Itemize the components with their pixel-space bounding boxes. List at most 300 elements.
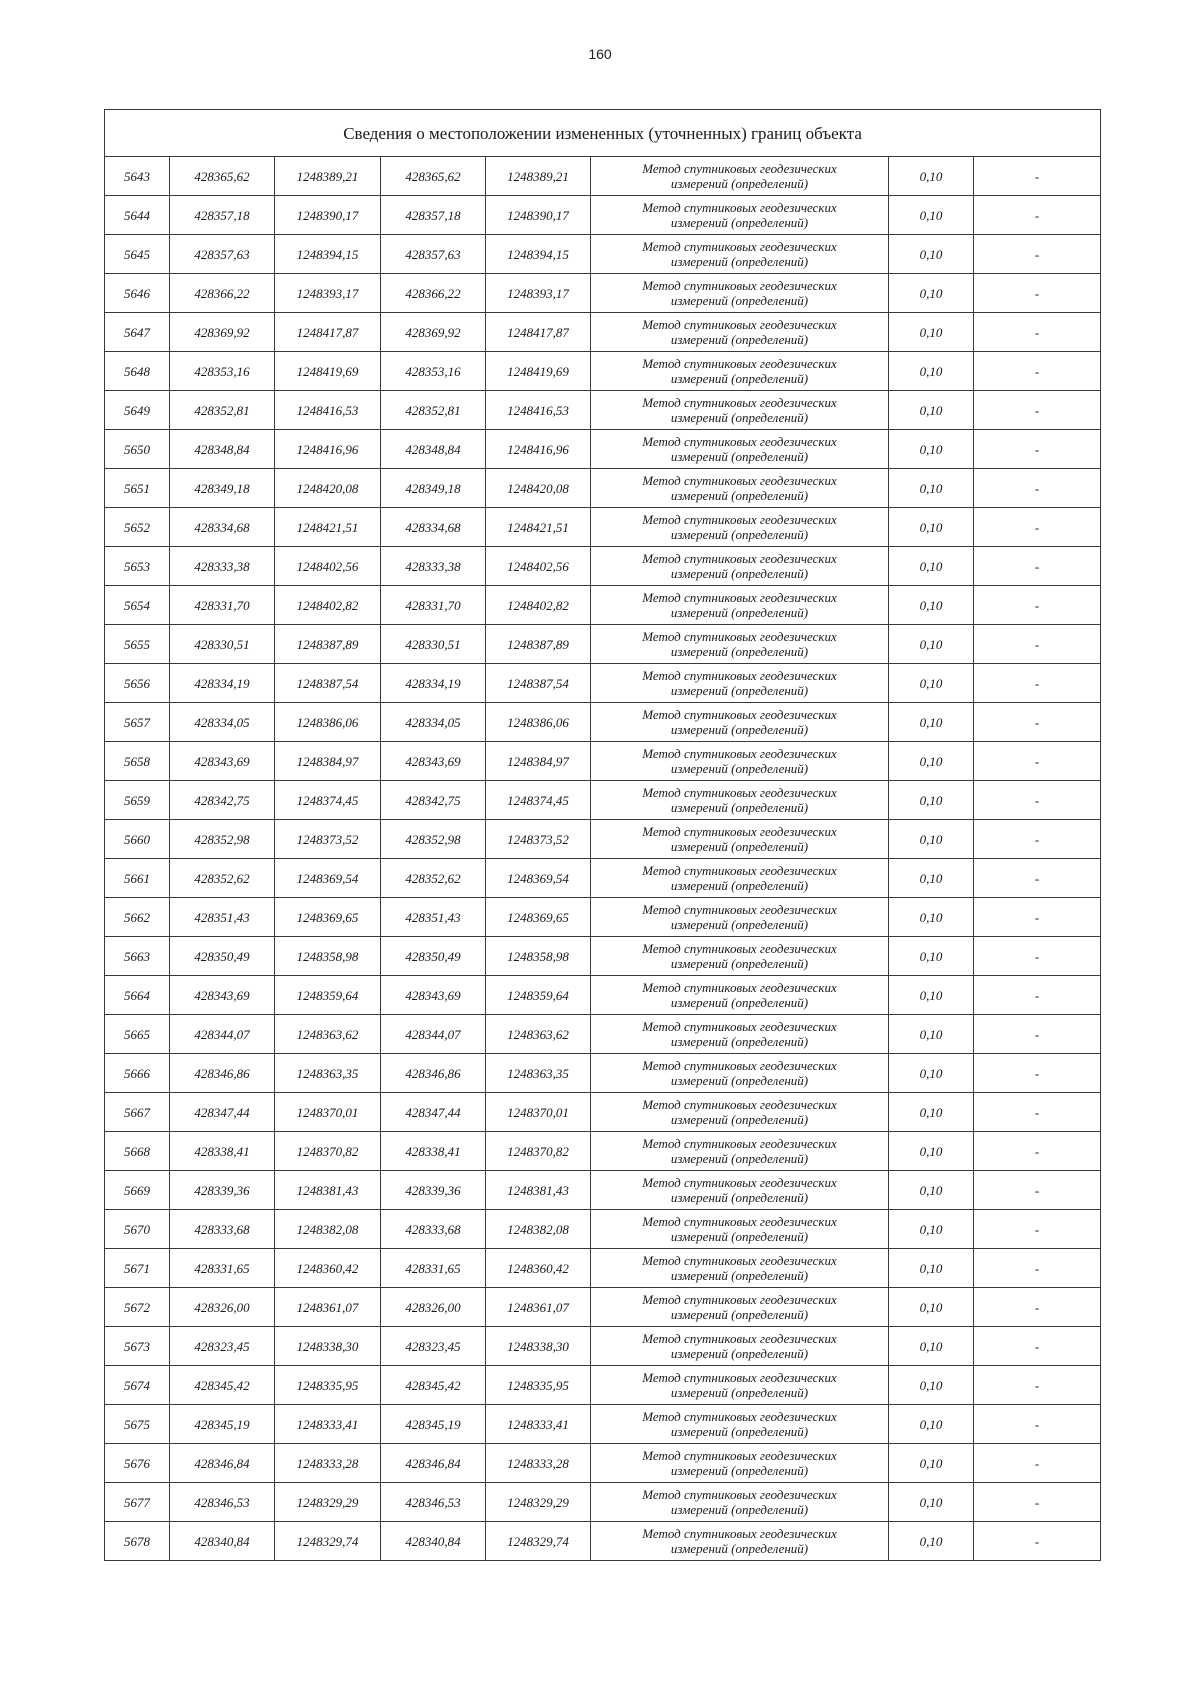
method-line-2: измерений (определений) [670,722,809,737]
x-refined-cell: 428333,68 [381,1210,486,1249]
x-existing-cell: 428334,05 [170,703,275,742]
method-cell [591,391,889,430]
method-cell [591,235,889,274]
method-cell [591,898,889,937]
accuracy-cell: 0,10 [889,703,974,742]
method-cell [591,1054,889,1093]
point-number-cell: 5669 [105,1171,170,1210]
accuracy-cell: 0,10 [889,430,974,469]
x-refined-cell: 428345,19 [381,1405,486,1444]
y-refined-cell: 1248390,17 [486,196,591,235]
accuracy-cell: 0,10 [889,820,974,859]
method-line-2: измерений (определений) [670,1502,809,1517]
note-cell: - [974,508,1101,547]
method-line-2: измерений (определений) [670,527,809,542]
note-cell: - [974,1483,1101,1522]
accuracy-cell: 0,10 [889,898,974,937]
y-existing-cell: 1248381,43 [275,1171,381,1210]
y-existing-cell: 1248416,96 [275,430,381,469]
method-line-2: измерений (определений) [670,683,809,698]
method-line-1: Метод спутниковых геодезических [642,551,837,566]
method-line-1: Метод спутниковых геодезических [642,1487,837,1502]
accuracy-cell: 0,10 [889,1444,974,1483]
x-existing-cell: 428352,81 [170,391,275,430]
note-cell: - [974,235,1101,274]
table-row [105,586,1101,625]
point-number-cell: 5649 [105,391,170,430]
x-existing-cell: 428366,22 [170,274,275,313]
note-cell: - [974,781,1101,820]
x-refined-cell: 428330,51 [381,625,486,664]
point-number-cell: 5658 [105,742,170,781]
x-refined-cell: 428351,43 [381,898,486,937]
x-refined-cell: 428331,65 [381,1249,486,1288]
y-existing-cell: 1248421,51 [275,508,381,547]
method-line-1: Метод спутниковых геодезических [642,590,837,605]
accuracy-cell: 0,10 [889,469,974,508]
y-existing-cell: 1248416,53 [275,391,381,430]
method-line-1: Метод спутниковых геодезических [642,278,837,293]
x-existing-cell: 428343,69 [170,976,275,1015]
y-existing-cell: 1248370,01 [275,1093,381,1132]
method-cell [591,1522,889,1561]
y-refined-cell: 1248363,35 [486,1054,591,1093]
method-cell [591,703,889,742]
method-line-2: измерений (определений) [670,1307,809,1322]
y-existing-cell: 1248335,95 [275,1366,381,1405]
y-refined-cell: 1248369,65 [486,898,591,937]
y-existing-cell: 1248402,82 [275,586,381,625]
accuracy-cell: 0,10 [889,1171,974,1210]
y-existing-cell: 1248329,74 [275,1522,381,1561]
point-number-cell: 5653 [105,547,170,586]
method-line-2: измерений (определений) [670,176,809,191]
x-refined-cell: 428334,19 [381,664,486,703]
y-existing-cell: 1248370,82 [275,1132,381,1171]
accuracy-cell: 0,10 [889,313,974,352]
table-row [105,937,1101,976]
x-refined-cell: 428333,38 [381,547,486,586]
x-refined-cell: 428352,62 [381,859,486,898]
accuracy-cell: 0,10 [889,625,974,664]
table-row [105,898,1101,937]
x-existing-cell: 428352,62 [170,859,275,898]
accuracy-cell: 0,10 [889,391,974,430]
method-line-2: измерений (определений) [670,995,809,1010]
method-line-2: измерений (определений) [670,410,809,425]
note-cell: - [974,937,1101,976]
point-number-cell: 5655 [105,625,170,664]
y-existing-cell: 1248387,54 [275,664,381,703]
y-refined-cell: 1248389,21 [486,157,591,196]
x-existing-cell: 428350,49 [170,937,275,976]
table-row [105,703,1101,742]
x-existing-cell: 428346,84 [170,1444,275,1483]
method-line-1: Метод спутниковых геодезических [642,1175,837,1190]
table-row [105,352,1101,391]
method-line-2: измерений (определений) [670,1541,809,1556]
x-existing-cell: 428369,92 [170,313,275,352]
note-cell: - [974,1288,1101,1327]
table-row [105,430,1101,469]
method-line-2: измерений (определений) [670,254,809,269]
y-refined-cell: 1248402,56 [486,547,591,586]
x-refined-cell: 428339,36 [381,1171,486,1210]
point-number-cell: 5665 [105,1015,170,1054]
table-header-row [105,110,1101,157]
x-refined-cell: 428326,00 [381,1288,486,1327]
method-line-2: измерений (определений) [670,956,809,971]
table-title: Сведения о местоположении измененных (уточненных) границ объекта [105,110,1101,157]
method-line-2: измерений (определений) [670,644,809,659]
y-existing-cell: 1248393,17 [275,274,381,313]
y-existing-cell: 1248361,07 [275,1288,381,1327]
method-line-2: измерений (определений) [670,1463,809,1478]
note-cell: - [974,1015,1101,1054]
point-number-cell: 5657 [105,703,170,742]
method-line-1: Метод спутниковых геодезических [642,707,837,722]
method-cell [591,469,889,508]
method-line-1: Метод спутниковых геодезических [642,512,837,527]
y-refined-cell: 1248386,06 [486,703,591,742]
note-cell: - [974,625,1101,664]
x-existing-cell: 428340,84 [170,1522,275,1561]
note-cell: - [974,547,1101,586]
y-refined-cell: 1248329,74 [486,1522,591,1561]
x-refined-cell: 428323,45 [381,1327,486,1366]
table-row [105,196,1101,235]
method-cell [591,781,889,820]
method-line-2: измерений (определений) [670,1229,809,1244]
y-existing-cell: 1248394,15 [275,235,381,274]
y-existing-cell: 1248374,45 [275,781,381,820]
point-number-cell: 5659 [105,781,170,820]
note-cell: - [974,1249,1101,1288]
accuracy-cell: 0,10 [889,235,974,274]
x-refined-cell: 428349,18 [381,469,486,508]
x-existing-cell: 428352,98 [170,820,275,859]
method-line-1: Метод спутниковых геодезических [642,941,837,956]
note-cell: - [974,157,1101,196]
method-line-1: Метод спутниковых геодезических [642,1448,837,1463]
method-line-1: Метод спутниковых геодезических [642,1136,837,1151]
x-refined-cell: 428350,49 [381,937,486,976]
method-cell [591,508,889,547]
method-line-2: измерений (определений) [670,566,809,581]
method-line-1: Метод спутниковых геодезических [642,1526,837,1541]
y-refined-cell: 1248363,62 [486,1015,591,1054]
table-row [105,976,1101,1015]
method-cell [591,586,889,625]
method-cell [591,937,889,976]
point-number-cell: 5648 [105,352,170,391]
table-row [105,664,1101,703]
x-existing-cell: 428347,44 [170,1093,275,1132]
note-cell: - [974,469,1101,508]
note-cell: - [974,703,1101,742]
method-line-1: Метод спутниковых геодезических [642,200,837,215]
table-row [105,1093,1101,1132]
accuracy-cell: 0,10 [889,1405,974,1444]
note-cell: - [974,586,1101,625]
note-cell: - [974,820,1101,859]
x-refined-cell: 428346,84 [381,1444,486,1483]
y-refined-cell: 1248360,42 [486,1249,591,1288]
accuracy-cell: 0,10 [889,976,974,1015]
y-refined-cell: 1248393,17 [486,274,591,313]
accuracy-cell: 0,10 [889,781,974,820]
x-refined-cell: 428345,42 [381,1366,486,1405]
method-line-2: измерений (определений) [670,1034,809,1049]
note-cell: - [974,1210,1101,1249]
point-number-cell: 5661 [105,859,170,898]
accuracy-cell: 0,10 [889,937,974,976]
x-refined-cell: 428344,07 [381,1015,486,1054]
table-row [105,1054,1101,1093]
y-refined-cell: 1248402,82 [486,586,591,625]
y-existing-cell: 1248384,97 [275,742,381,781]
point-number-cell: 5675 [105,1405,170,1444]
y-refined-cell: 1248416,96 [486,430,591,469]
method-line-2: измерений (определений) [670,1151,809,1166]
method-line-1: Метод спутниковых геодезических [642,1409,837,1424]
y-existing-cell: 1248338,30 [275,1327,381,1366]
y-existing-cell: 1248369,65 [275,898,381,937]
note-cell: - [974,1444,1101,1483]
y-refined-cell: 1248333,41 [486,1405,591,1444]
method-line-1: Метод спутниковых геодезических [642,317,837,332]
method-cell [591,1444,889,1483]
y-existing-cell: 1248386,06 [275,703,381,742]
accuracy-cell: 0,10 [889,1132,974,1171]
y-refined-cell: 1248419,69 [486,352,591,391]
method-line-2: измерений (определений) [670,215,809,230]
y-refined-cell: 1248333,28 [486,1444,591,1483]
method-line-1: Метод спутниковых геодезических [642,239,837,254]
x-refined-cell: 428357,18 [381,196,486,235]
method-line-2: измерений (определений) [670,332,809,347]
table-row [105,820,1101,859]
note-cell: - [974,1171,1101,1210]
y-refined-cell: 1248358,98 [486,937,591,976]
point-number-cell: 5647 [105,313,170,352]
table-row [105,1171,1101,1210]
y-refined-cell: 1248338,30 [486,1327,591,1366]
y-refined-cell: 1248394,15 [486,235,591,274]
method-line-2: измерений (определений) [670,839,809,854]
accuracy-cell: 0,10 [889,1288,974,1327]
method-line-1: Метод спутниковых геодезических [642,1292,837,1307]
table-row [105,1405,1101,1444]
accuracy-cell: 0,10 [889,742,974,781]
method-line-1: Метод спутниковых геодезических [642,473,837,488]
method-line-1: Метод спутниковых геодезических [642,1058,837,1073]
accuracy-cell: 0,10 [889,1327,974,1366]
table-body [105,157,1101,1561]
x-refined-cell: 428331,70 [381,586,486,625]
x-refined-cell: 428348,84 [381,430,486,469]
note-cell: - [974,859,1101,898]
point-number-cell: 5678 [105,1522,170,1561]
method-cell [591,1015,889,1054]
method-line-2: измерений (определений) [670,878,809,893]
note-cell: - [974,742,1101,781]
y-refined-cell: 1248370,82 [486,1132,591,1171]
method-line-2: измерений (определений) [670,488,809,503]
method-line-1: Метод спутниковых геодезических [642,356,837,371]
accuracy-cell: 0,10 [889,1483,974,1522]
note-cell: - [974,1054,1101,1093]
method-line-2: измерений (определений) [670,1346,809,1361]
method-cell [591,547,889,586]
method-cell [591,664,889,703]
y-refined-cell: 1248370,01 [486,1093,591,1132]
method-cell [591,352,889,391]
note-cell: - [974,1093,1101,1132]
note-cell: - [974,976,1101,1015]
accuracy-cell: 0,10 [889,1093,974,1132]
table-row [105,1132,1101,1171]
x-existing-cell: 428323,45 [170,1327,275,1366]
y-refined-cell: 1248361,07 [486,1288,591,1327]
method-cell [591,742,889,781]
y-refined-cell: 1248384,97 [486,742,591,781]
point-number-cell: 5646 [105,274,170,313]
accuracy-cell: 0,10 [889,1522,974,1561]
method-line-2: измерений (определений) [670,800,809,815]
y-existing-cell: 1248360,42 [275,1249,381,1288]
table-row [105,508,1101,547]
point-number-cell: 5671 [105,1249,170,1288]
method-line-1: Метод спутниковых геодезических [642,746,837,761]
table-row [105,157,1101,196]
y-existing-cell: 1248417,87 [275,313,381,352]
method-cell [591,1405,889,1444]
table-row [105,235,1101,274]
method-line-1: Метод спутниковых геодезических [642,161,837,176]
accuracy-cell: 0,10 [889,1210,974,1249]
note-cell: - [974,898,1101,937]
point-number-cell: 5662 [105,898,170,937]
method-line-2: измерений (определений) [670,371,809,386]
x-existing-cell: 428353,16 [170,352,275,391]
x-existing-cell: 428331,70 [170,586,275,625]
point-number-cell: 5670 [105,1210,170,1249]
x-existing-cell: 428357,63 [170,235,275,274]
x-refined-cell: 428338,41 [381,1132,486,1171]
point-number-cell: 5660 [105,820,170,859]
method-cell [591,196,889,235]
y-refined-cell: 1248359,64 [486,976,591,1015]
method-line-1: Метод спутниковых геодезических [642,980,837,995]
note-cell: - [974,391,1101,430]
table-row [105,1444,1101,1483]
method-line-1: Метод спутниковых геодезических [642,1097,837,1112]
method-line-1: Метод спутниковых геодезических [642,863,837,878]
x-refined-cell: 428369,92 [381,313,486,352]
note-cell: - [974,1522,1101,1561]
table-row [105,274,1101,313]
method-line-1: Метод спутниковых геодезических [642,1253,837,1268]
x-existing-cell: 428357,18 [170,196,275,235]
point-number-cell: 5666 [105,1054,170,1093]
note-cell: - [974,430,1101,469]
x-refined-cell: 428342,75 [381,781,486,820]
method-line-2: измерений (определений) [670,761,809,776]
x-refined-cell: 428353,16 [381,352,486,391]
method-line-2: измерений (определений) [670,1268,809,1283]
x-refined-cell: 428366,22 [381,274,486,313]
y-existing-cell: 1248390,17 [275,196,381,235]
y-existing-cell: 1248333,41 [275,1405,381,1444]
method-line-2: измерений (определений) [670,1424,809,1439]
y-existing-cell: 1248333,28 [275,1444,381,1483]
x-existing-cell: 428338,41 [170,1132,275,1171]
point-number-cell: 5672 [105,1288,170,1327]
method-cell [591,859,889,898]
method-cell [591,313,889,352]
point-number-cell: 5656 [105,664,170,703]
point-number-cell: 5643 [105,157,170,196]
table-row [105,1249,1101,1288]
x-existing-cell: 428346,53 [170,1483,275,1522]
accuracy-cell: 0,10 [889,274,974,313]
note-cell: - [974,1405,1101,1444]
y-existing-cell: 1248387,89 [275,625,381,664]
point-number-cell: 5663 [105,937,170,976]
y-existing-cell: 1248359,64 [275,976,381,1015]
method-cell [591,1249,889,1288]
accuracy-cell: 0,10 [889,1366,974,1405]
method-cell [591,1093,889,1132]
y-refined-cell: 1248387,89 [486,625,591,664]
x-existing-cell: 428344,07 [170,1015,275,1054]
x-existing-cell: 428343,69 [170,742,275,781]
table-row [105,547,1101,586]
x-existing-cell: 428345,19 [170,1405,275,1444]
point-number-cell: 5654 [105,586,170,625]
accuracy-cell: 0,10 [889,157,974,196]
note-cell: - [974,1366,1101,1405]
x-existing-cell: 428348,84 [170,430,275,469]
accuracy-cell: 0,10 [889,586,974,625]
table-row [105,391,1101,430]
method-line-2: измерений (определений) [670,1073,809,1088]
accuracy-cell: 0,10 [889,196,974,235]
method-line-2: измерений (определений) [670,1385,809,1400]
y-refined-cell: 1248369,54 [486,859,591,898]
method-line-1: Метод спутниковых геодезических [642,1214,837,1229]
accuracy-cell: 0,10 [889,547,974,586]
x-existing-cell: 428334,19 [170,664,275,703]
method-cell [591,274,889,313]
x-existing-cell: 428365,62 [170,157,275,196]
accuracy-cell: 0,10 [889,859,974,898]
method-line-1: Метод спутниковых геодезических [642,824,837,839]
x-existing-cell: 428339,36 [170,1171,275,1210]
y-refined-cell: 1248417,87 [486,313,591,352]
note-cell: - [974,664,1101,703]
y-existing-cell: 1248389,21 [275,157,381,196]
table-row [105,742,1101,781]
method-cell [591,976,889,1015]
y-existing-cell: 1248369,54 [275,859,381,898]
y-existing-cell: 1248402,56 [275,547,381,586]
x-existing-cell: 428346,86 [170,1054,275,1093]
x-refined-cell: 428346,53 [381,1483,486,1522]
point-number-cell: 5677 [105,1483,170,1522]
x-refined-cell: 428357,63 [381,235,486,274]
